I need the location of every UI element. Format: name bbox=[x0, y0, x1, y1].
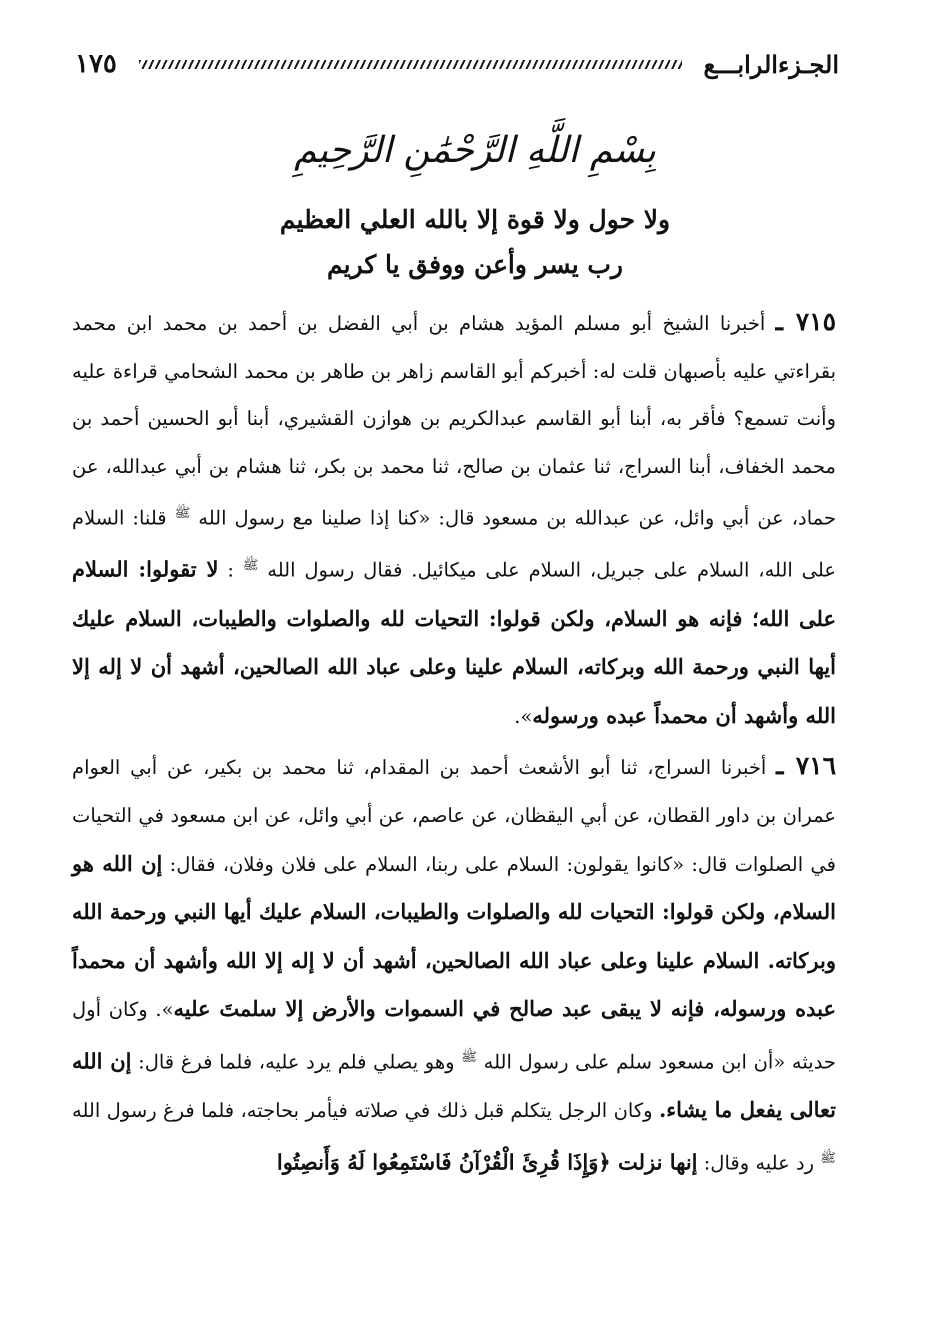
salawat-glyph: ﷺ bbox=[242, 558, 259, 574]
hadith-quote-bold: إن الله تعالى يفعل ما يشاء. bbox=[72, 1048, 836, 1122]
running-title: الجـزءالرابـــع bbox=[703, 49, 839, 79]
body-text bbox=[72, 298, 836, 1187]
hadith-715 bbox=[72, 298, 836, 740]
hadith-text: قلنا: السلام على الله، السلام على جبريل، السلام على ميكائيل. فقال رسول الله bbox=[72, 506, 837, 582]
hadith-text: وهو يصلي فلم يرد عليه، فلما فرغ قال: bbox=[138, 1050, 455, 1074]
header-rule bbox=[139, 60, 682, 69]
hadith-text: ». وكان أول حديثه «أن ابن مسعود سلم على رسول الله bbox=[72, 998, 836, 1074]
hadith-text: : bbox=[227, 558, 234, 582]
hadith-quote-bold: لا تقولوا: السلام على الله؛ فإنه هو السلام، ولكن قولوا: التحيات لله والصلوات والطيبات، السلام عليك أيها النبي ورحمة الله وبركاته، السلام علينا وعلى عباد الله الصالحين، أشهد أن لا إله إلا الله وأشهد أن محمداً عبده ورسوله bbox=[72, 556, 836, 728]
bismillah-calligraphy: بِسْمِ اللَّهِ الرَّحْمَٰنِ الرَّحِيمِ bbox=[294, 130, 656, 171]
hadith-isnad: أخبرنا الشيخ أبو مسلم المؤيد هشام بن أبي الفضل بن أحمد بن محمد ابن محمد بقراءتي عليه بأصبهان قلت له: أخبركم أبو القاسم زاهر بن طاهر بن محمد الشحامي قراءة عليه وأنت تسمع؟ فأقر به، أبنا أبو القاسم عبدالكريم بن هوازن القشيري، أبنا أبو الحسين أحمد بن محمد الخفاف، أبنا السراج، ثنا عثمان بن صالح، ثنا محمد بن بكر، ثنا هشام بن أبي عبدالله، عن حماد، عن أبي وائل، عن عبدالله بن مسعود قال: «كنا إذا صلينا مع رسول الله bbox=[72, 312, 836, 530]
hadith-isnad: أخبرنا السراج، ثنا أبو الأشعث أحمد بن المقدام، ثنا محمد بن بكير، عن أبي العوام عمران بن داور القطان، عن أبي اليقظان، عن عاصم، عن أبي وائل، عن ابن مسعود في التحيات في الصلوات قال: «كانوا يقولون: السلام على ربنا، السلام على فلان وفلان، فقال: bbox=[72, 756, 836, 876]
hadith-text: ». bbox=[514, 704, 533, 728]
hadith-text: رد عليه وقال: bbox=[703, 1151, 815, 1175]
invocation-line-2: رب يسر وأعن ووفق يا كريم bbox=[327, 250, 623, 279]
hadith-text: وكان الرجل يتكلم قبل ذلك في صلاته فيأمر بحاجته، فلما فرغ رسول الله bbox=[72, 1099, 653, 1122]
salawat-glyph: ﷺ bbox=[820, 1150, 836, 1166]
page-number: ١٧٥ bbox=[75, 49, 117, 79]
page-header bbox=[75, 44, 839, 84]
hadith-number: ٧١٥ ـ bbox=[775, 307, 837, 336]
invocation-line-1: ولا حول ولا قوة إلا بالله العلي العظيم bbox=[279, 205, 671, 234]
hadith-quote-bold: إن الله هو السلام، ولكن قولوا: التحيات لله والصلوات والطيبات، السلام عليك أيها النبي ورحمة الله وبركاته. السلام علينا وعلى عباد الله الصالحين، أشهد أن لا إله إلا الله وأشهد أن محمداً عبده ورسوله، فإنه لا يبقى عبد صالح في السموات والأرض إلا سلمتَ عليه bbox=[72, 850, 836, 1022]
salawat-glyph: ﷺ bbox=[461, 1049, 477, 1065]
salawat-glyph: ﷺ bbox=[174, 506, 191, 522]
hadith-number: ٧١٦ ـ bbox=[776, 751, 837, 781]
hadith-quote-bold: إنها نزلت ﴿وَإِذَا قُرِئَ الْقُرْآنُ فَاسْتَمِعُوا لَهُ وَأَنصِتُوا bbox=[276, 1149, 698, 1175]
hadith-716 bbox=[72, 742, 836, 1186]
